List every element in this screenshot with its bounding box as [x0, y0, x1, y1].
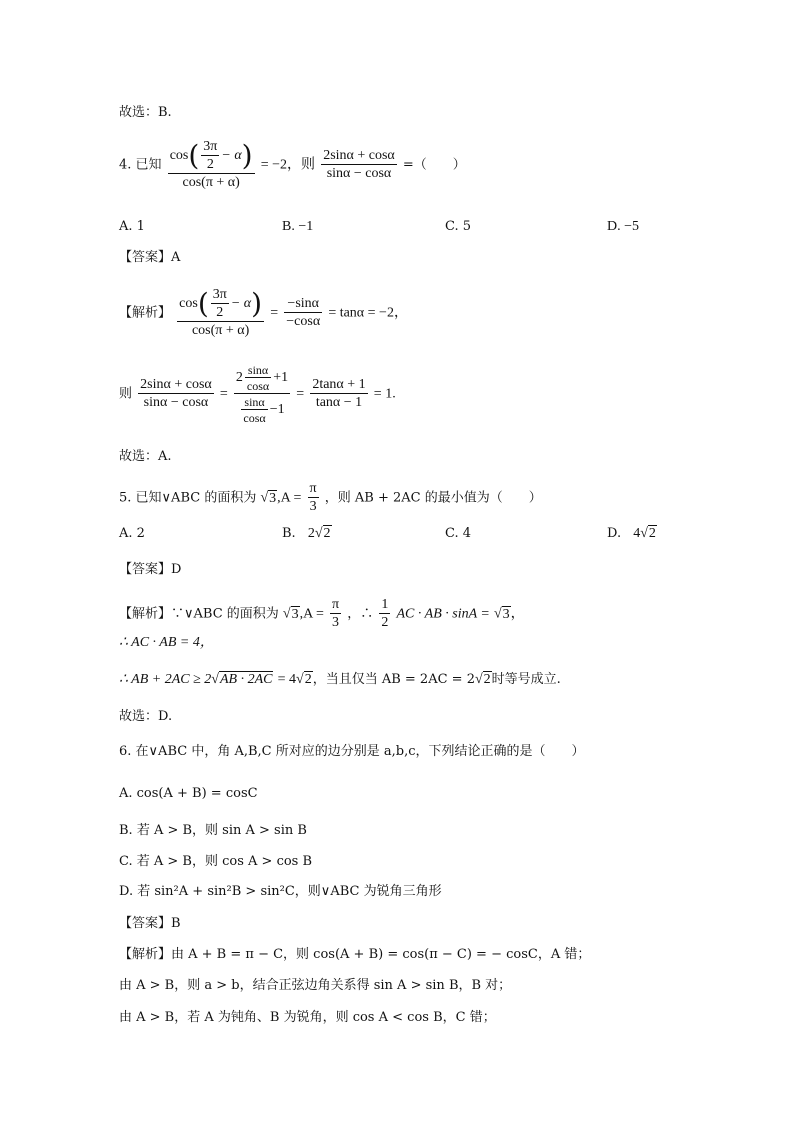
- question-prefix: 4. 已知: [119, 157, 162, 173]
- answer-label: 【答案】A: [119, 250, 181, 265]
- solution-line: ∴ AB + 2AC ≥ 2√AB · 2AC = 4√2，当且仅当 AB = 2AC = 2√2时等号成立.: [119, 672, 561, 687]
- answer-label: 【答案】D: [119, 562, 182, 577]
- solution-line: 【解析】由 A + B = π − C，则 cos(A + B) = cos(π − C) = − cosC，A 错；: [119, 947, 591, 962]
- option-d: D. −5: [607, 219, 640, 234]
- option-d: D. 若 sin²A + sin²B > sin²C，则∨ABC 为锐角三角形: [119, 884, 442, 899]
- fraction: $\frac{2\sin\alpha + \cos\alpha}{\sin\alpha - \cos\alpha}$: [140, 377, 212, 410]
- fraction: $\frac{-\sin\alpha}{-\cos\alpha}$: [286, 296, 321, 329]
- option-c: C. 4: [445, 526, 472, 541]
- question-5: 5. 已知∨ABC 的面积为 √3,A = $\frac{\pi}{3}$ ，则 AB + 2AC 的最小值为（ ）: [119, 481, 542, 514]
- solution-line: 由 A > B，则 a > b，结合正弦边角关系得 sin A > sin B，B 对；: [119, 978, 512, 993]
- solution-line: 由 A > B，若 A 为钝角、B 为锐角，则 cos A < cos B，C 错；: [119, 1010, 496, 1025]
- fraction: 2 $\frac{\sin\alpha}{\cos\alpha}$ +1 $\frac{\sin\alpha}{\cos\alpha}$ −1: [235, 363, 289, 425]
- text-line: 故选：B.: [119, 105, 172, 120]
- fraction: cos( $\frac{3\pi}{2}$ − α) cos(π + α): [169, 139, 253, 190]
- option-a: A. 2: [119, 526, 145, 541]
- fraction: $\frac{2\tan\alpha + 1}{\tan\alpha - 1}$: [312, 377, 366, 410]
- fraction: cos( $\frac{3\pi}{2}$ − α) cos(π + α): [179, 287, 263, 338]
- option-b: B. 2√2: [282, 526, 331, 541]
- option-c: C. 5: [445, 219, 472, 234]
- text-line: 故选：A.: [119, 449, 172, 464]
- option-a: A. cos(A + B) = cosC: [119, 786, 258, 801]
- option-b: B. −1: [282, 219, 314, 234]
- fraction: $\frac{\pi}{3}$: [331, 597, 340, 630]
- fraction: $\frac{2\sin\alpha + \cos\alpha}{\sin\alpha - \cos\alpha}$: [323, 148, 395, 181]
- fraction: $\frac{1}{2}$: [381, 597, 389, 630]
- solution-line: ∴ AC · AB = 4，: [119, 635, 214, 650]
- solution-line: 则 $\frac{2\sin\alpha + \cos\alpha}{\sin\alpha - \cos\alpha}$ = 2 $\frac{\sin\alpha}{\cos\alpha}$ +1 $\frac{\sin\alpha}{\cos\alpha}$ −1 = $\frac{2\tan\alpha + 1}{\tan\alpha - 1}$ = 1.: [119, 363, 396, 425]
- question-4: 4. 已知 cos( $\frac{3\pi}{2}$ − α) cos(π + α) = −2，则 $\frac{2\sin\alpha + \cos\alpha}{\sin\alpha - \cos\alpha}$ =（ ）: [119, 139, 466, 190]
- question-6: 6. 在∨ABC 中，角 A,B,C 所对应的边分别是 a,b,c，下列结论正确的是（ ）: [119, 744, 585, 759]
- text-line: 故选：D.: [119, 709, 173, 724]
- option-b: B. 若 A > B，则 sin A > sin B: [119, 823, 307, 838]
- fraction: $\frac{\pi}{3}$: [309, 481, 317, 514]
- option-a: A. 1: [119, 219, 145, 234]
- answer-label: 【答案】B: [119, 916, 181, 931]
- option-d: D. 4√2: [607, 526, 656, 541]
- solution-line: 【解析】∵∨ABC 的面积为 √3,A = $\frac{\pi}{3}$ ，∴ $\frac{1}{2}$ AC · AB · sinA = √3，: [119, 597, 525, 630]
- option-c: C. 若 A > B，则 cos A > cos B: [119, 854, 313, 869]
- solution-line: 【解析】 cos( $\frac{3\pi}{2}$ − α) cos(π + α) = $\frac{-\sin\alpha}{-\cos\alpha}$ = tanα = −2，: [119, 287, 408, 338]
